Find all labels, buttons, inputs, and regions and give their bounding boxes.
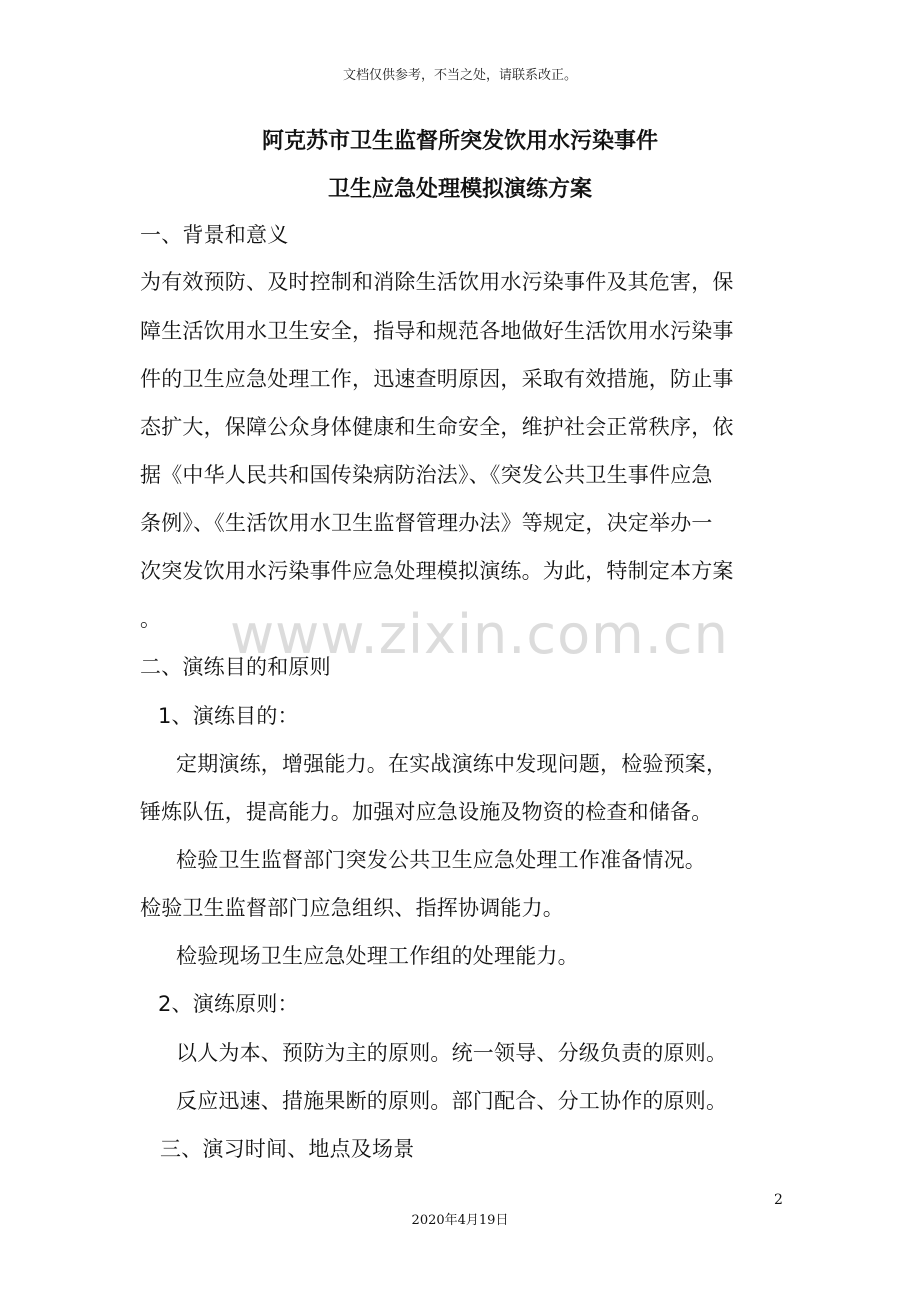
paragraph-line: 据《中华人民共和国传染病防治法》、《突发公共卫生事件应急 (140, 463, 713, 487)
goal-line: 检验卫生监督部门突发公共卫生应急处理工作准备情况。 (176, 848, 706, 872)
watermark: www.zixin.com.cn (230, 603, 729, 666)
goal-line: 检验现场卫生应急处理工作组的处理能力。 (176, 944, 579, 968)
principle-line: 反应迅速、措施果断的原则。部门配合、分工协作的原则。 (176, 1089, 728, 1113)
paragraph-line: 为有效预防、及时控制和消除生活饮用水污染事件及其危害，保 (140, 270, 734, 294)
section-heading-purpose: 二、演练目的和原则 (140, 655, 331, 679)
goal-line: 检验卫生监督部门应急组织、指挥协调能力。 (140, 896, 564, 920)
header-note: 文档仅供参考，不当之处，请联系改正。 (342, 68, 577, 83)
paragraph-line: 件的卫生应急处理工作，迅速查明原因，采取有效措施，防止事 (140, 367, 734, 391)
goal-line: 锤炼队伍，提高能力。加强对应急设施及物资的检查和储备。 (140, 800, 713, 824)
section-heading-background: 一、背景和意义 (140, 223, 289, 247)
subheading-goal: 1、演练目的： (158, 704, 299, 728)
subheading-principle: 2、演练原则： (158, 992, 299, 1016)
page-number: 2 (774, 1192, 783, 1208)
paragraph-line: 次突发饮用水污染事件应急处理模拟演练。为此，特制定本方案 (140, 559, 734, 583)
paragraph-line: 。 (140, 607, 162, 631)
goal-line: 定期演练，增强能力。在实战演练中发现问题，检验预案， (176, 752, 728, 776)
section-heading-schedule: 三、演习时间、地点及场景 (160, 1137, 415, 1161)
footer-date: 2020年4月19日 (411, 1213, 509, 1228)
paragraph-line: 条例》、《生活饮用水卫生监督管理办法》等规定，决定举办一 (140, 511, 713, 535)
principle-line: 以人为本、预防为主的原则。统一领导、分级负责的原则。 (176, 1041, 728, 1065)
paragraph-line: 态扩大，保障公众身体健康和生命安全，维护社会正常秩序，依 (140, 415, 734, 439)
paragraph-line: 障生活饮用水卫生安全，指导和规范各地做好生活饮用水污染事 (140, 319, 734, 343)
document-title-line-1: 阿克苏市卫生监督所突发饮用水污染事件 (261, 129, 658, 154)
document-title-line-2: 卫生应急处理模拟演练方案 (327, 177, 592, 202)
